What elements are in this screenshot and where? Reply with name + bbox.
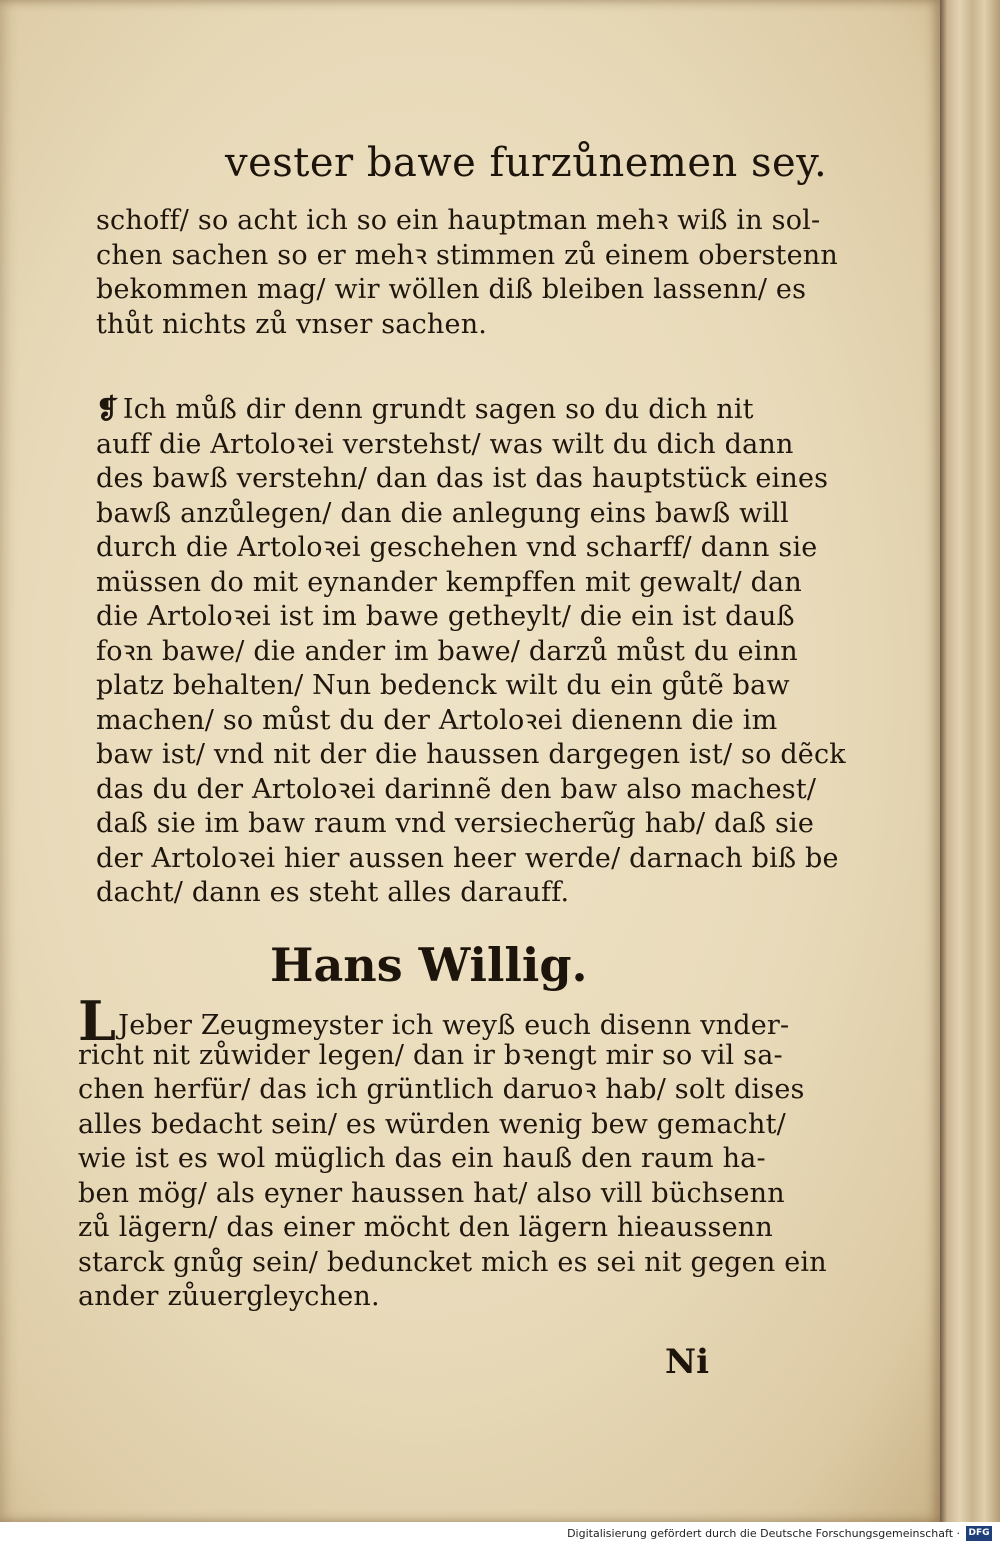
text-line: zů lägern/ das einer möcht den lägern hieaussenn xyxy=(78,1212,773,1243)
paragraph-3 xyxy=(78,989,827,1315)
text-line: der Artoloꝛei hier aussen heer werde/ darnach biß be xyxy=(96,842,839,874)
paragraph-1 xyxy=(96,204,838,342)
funding-credit: Digitalisierung gefördert durch die Deutsche Forschungsgemeinschaft · xyxy=(567,1527,960,1540)
text-line xyxy=(96,393,754,428)
text-line: des bawß verstehn/ dan das ist das hauptstück eines xyxy=(96,463,829,494)
text-line: starck gnůg sein/ beduncket mich es sei nit gegen ein xyxy=(78,1246,827,1278)
text-line: bawß anzůlegen/ dan die anlegung eins bawß will xyxy=(96,497,789,529)
decorated-initial: L xyxy=(78,989,117,1053)
text-line-content: Jeber Zeugmeyster ich weyß euch disenn vnder- xyxy=(118,1010,790,1041)
text-line: ben mög/ als eyner haussen hat/ also vill büchsenn xyxy=(78,1177,785,1209)
paragraph-mark: ❡ xyxy=(96,394,119,425)
text-line: machen/ so můst du der Artoloꝛei dienenn die im xyxy=(96,704,778,736)
dfg-logo-icon: DFG xyxy=(966,1526,992,1541)
text-line-content: Ich můß dir denn grundt sagen so du dich nit xyxy=(122,394,754,425)
footer-bar xyxy=(0,1522,1000,1547)
text-line: durch die Artoloꝛei geschehen vnd scharff/ dann sie xyxy=(96,532,818,563)
text-line: foꝛn bawe/ die ander im bawe/ darzů můst du einn xyxy=(96,635,798,667)
text-line: alles bedacht sein/ es würden wenig bew gemacht/ xyxy=(78,1108,786,1140)
text-line: müssen do mit eynander kempffen mit gewalt/ dan xyxy=(96,566,802,598)
text-line: richt nit zůwider legen/ dan ir bꝛengt mir so vil sa- xyxy=(78,1039,783,1071)
running-header: vester bawe furzůnemen sey. xyxy=(225,140,828,186)
text-line: auff die Artoloꝛei verstehst/ was wilt du dich dann xyxy=(96,428,794,460)
text-line: das du der Artoloꝛei darinnẽ den baw also machest/ xyxy=(96,773,817,805)
text-line: wie ist es wol müglich das ein hauß den raum ha- xyxy=(78,1143,766,1174)
text-line: schoff/ so acht ich so ein hauptman mehꝛ wiß in sol- xyxy=(96,205,821,236)
text-line xyxy=(78,989,790,1053)
text-line: chen sachen so er mehꝛ stimmen zů einem oberstenn xyxy=(96,239,838,271)
catchword: Ni xyxy=(665,1342,709,1382)
text-line: daß sie im baw raum vnd versiecherũg hab/ daß sie xyxy=(96,808,815,839)
text-line: dacht/ dann es steht alles darauff. xyxy=(96,877,570,908)
paragraph-2 xyxy=(96,393,846,911)
section-heading: Hans Willig. xyxy=(270,938,588,992)
text-line: platz behalten/ Nun bedenck wilt du ein gůtẽ baw xyxy=(96,670,790,701)
text-line: ander zůuergleychen. xyxy=(78,1281,380,1312)
text-line: die Artoloꝛei ist im bawe getheylt/ die ein ist dauß xyxy=(96,601,795,632)
text-line: baw ist/ vnd nit der die haussen dargegen ist/ so dẽck xyxy=(96,739,846,770)
text-line: chen herfür/ das ich grüntlich daruoꝛ hab/ solt dises xyxy=(78,1074,805,1105)
text-line: bekommen mag/ wir wöllen diß bleiben lassenn/ es xyxy=(96,274,807,305)
text-line: thůt nichts zů vnser sachen. xyxy=(96,308,488,340)
book-page-edges xyxy=(938,0,1000,1522)
